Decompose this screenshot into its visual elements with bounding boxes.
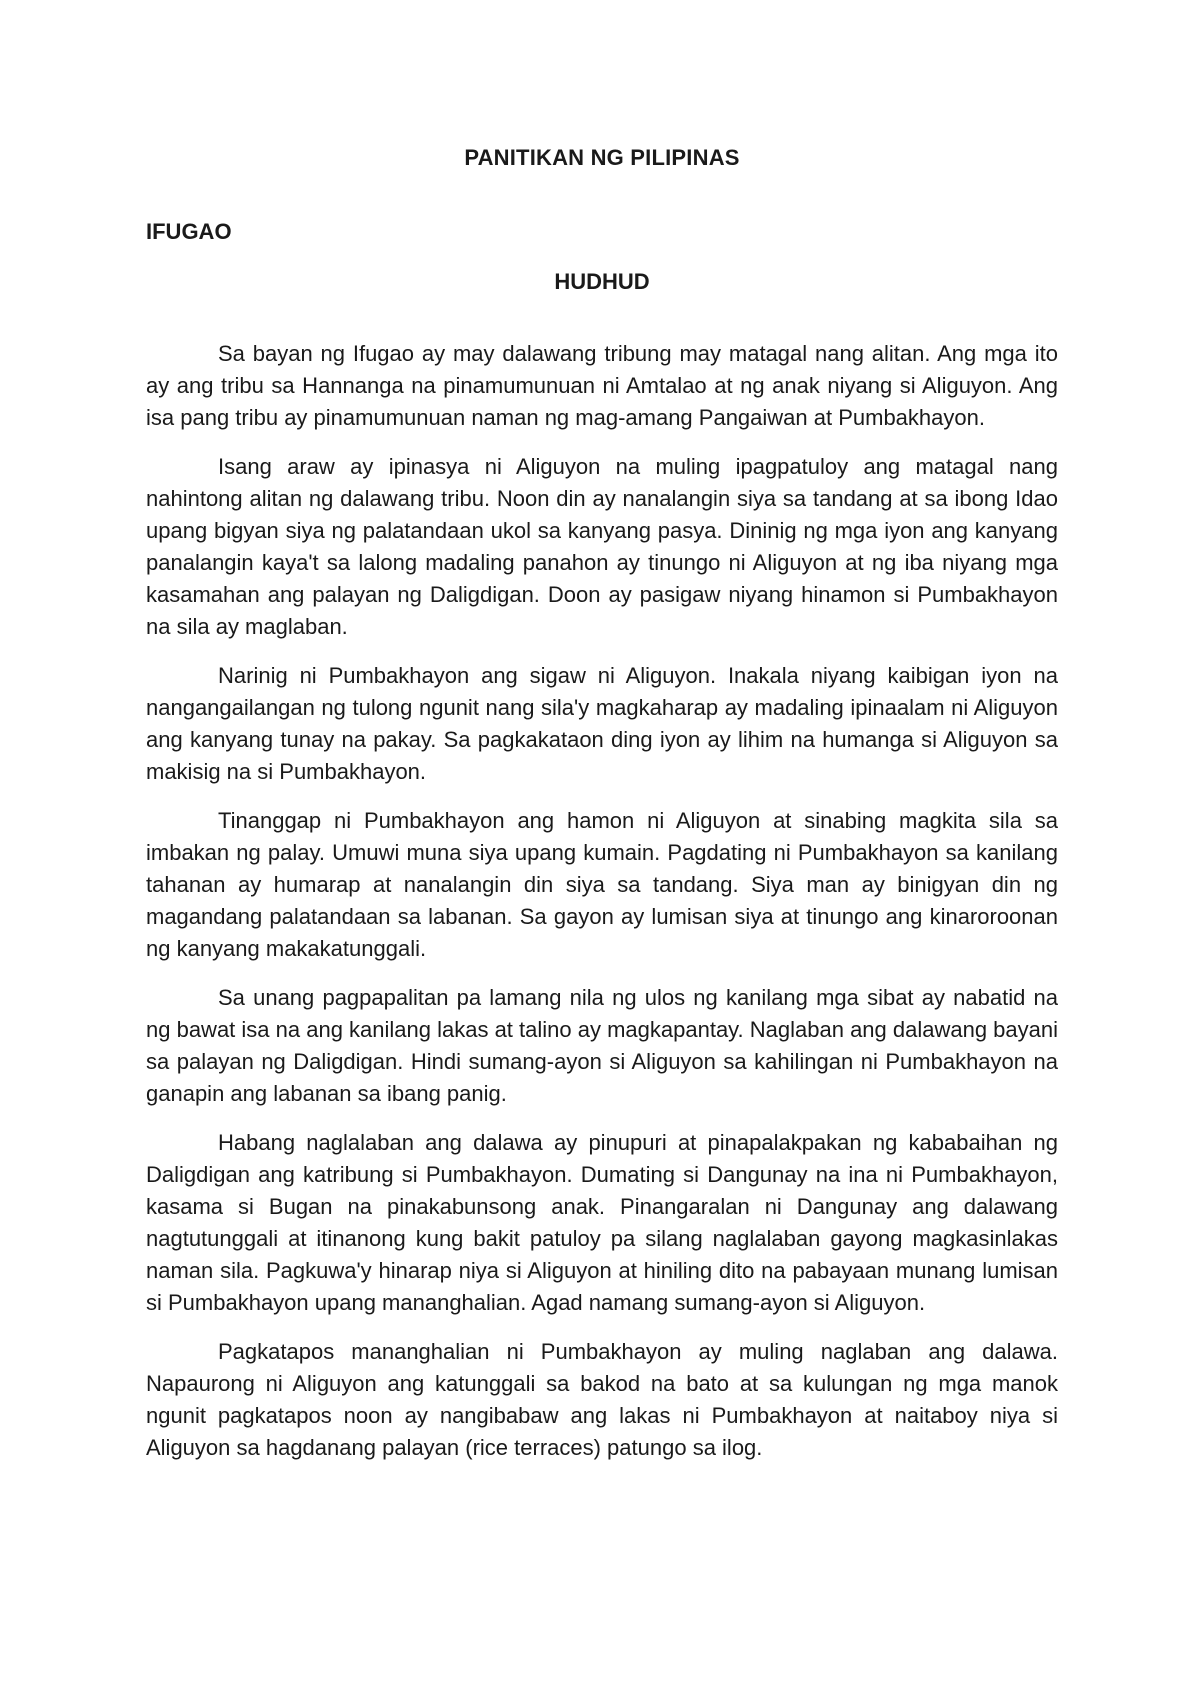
document-title: PANITIKAN NG PILIPINAS: [464, 145, 740, 170]
document-content: [146, 140, 1058, 1481]
region-heading: IFUGAO: [146, 219, 232, 244]
paragraph: Sa unang pagpapalitan pa lamang nila ng ulos ng kanilang mga sibat ay nabatid na ng bawat isa na ang kanilang lakas at talino ay magkapantay. Naglaban ang dalawang bayani sa palayan ng Daligdigan. Hindi sumang-ayon si Aliguyon sa kahilingan ni Pumbakhayon na ganapin ang labanan sa ibang panig.: [146, 985, 1059, 1106]
paragraph: Tinanggap ni Pumbakhayon ang hamon ni Aliguyon at sinabing magkita sila sa imbakan ng palay. Umuwi muna siya upang kumain. Pagdating ni Pumbakhayon sa kanilang tahanan ay humarap at nanalangin din siya sa tandang. Siya man ay binigyan din ng magandang palatandaan sa labanan. Sa gayon ay lumisan siya at tinungo ang kinaroroonan ng kanyang makakatunggali.: [146, 808, 1058, 961]
epic-title: HUDHUD: [554, 269, 650, 294]
paragraph: Habang naglalaban ang dalawa ay pinupuri at pinapalakpakan ng kababaihan ng Daligdigan ang katribung si Pumbakhayon. Dumating si Dangunay na ina ni Pumbakhayon, kasama si Bugan na pinakabunsong anak. Pinangaralan ni Dangunay ang dalawang nagtutunggali at itinanong kung bakit patuloy pa silang naglalaban gayong magkasinlakas naman sila. Pagkuwa'y hinarap niya si Aliguyon at hiniling dito na pabayaan munang lumisan si Pumbakhayon upang mananghalian. Agad namang sumang-ayon si Aliguyon.: [146, 1130, 1058, 1315]
paragraph: Pagkatapos mananghalian ni Pumbakhayon ay muling naglaban ang dalawa. Napaurong ni Aliguyon ang katunggali sa bakod na bato at sa kulungan ng mga manok ngunit pagkatapos noon ay nangibabaw ang lakas ni Pumbakhayon at naitaboy niya si Aliguyon sa hagdanang palayan (rice terraces) patungo sa ilog.: [146, 1339, 1058, 1460]
body-text: [146, 338, 1058, 1464]
paragraph: Narinig ni Pumbakhayon ang sigaw ni Aliguyon. Inakala niyang kaibigan iyon na nangangailangan ng tulong ngunit nang sila'y magkaharap ay madaling ipinaalam ni Aliguyon ang kanyang tunay na pakay. Sa pagkakataon ding iyon ay lihim na humanga si Aliguyon sa makisig na si Pumbakhayon.: [146, 663, 1058, 784]
paragraph: Sa bayan ng Ifugao ay may dalawang tribung may matagal nang alitan. Ang mga ito ay ang tribu sa Hannanga na pinamumunuan ni Amtalao at ng anak niyang si Aliguyon. Ang isa pang tribu ay pinamumunuan naman ng mag-amang Pangaiwan at Pumbakhayon.: [146, 341, 1058, 430]
paragraph: Isang araw ay ipinasya ni Aliguyon na muling ipagpatuloy ang matagal nang nahintong alitan ng dalawang tribu. Noon din ay nanalangin siya sa tandang at sa ibong Idao upang bigyan siya ng palatandaan ukol sa kanyang pasya. Dininig ng mga iyon ang kanyang panalangin kaya't sa lalong madaling panahon ay tinungo ni Aliguyon at ng iba niyang mga kasamahan ang palayan ng Daligdigan. Doon ay pasigaw niyang hinamon si Pumbakhayon na sila ay maglaban.: [146, 454, 1058, 639]
